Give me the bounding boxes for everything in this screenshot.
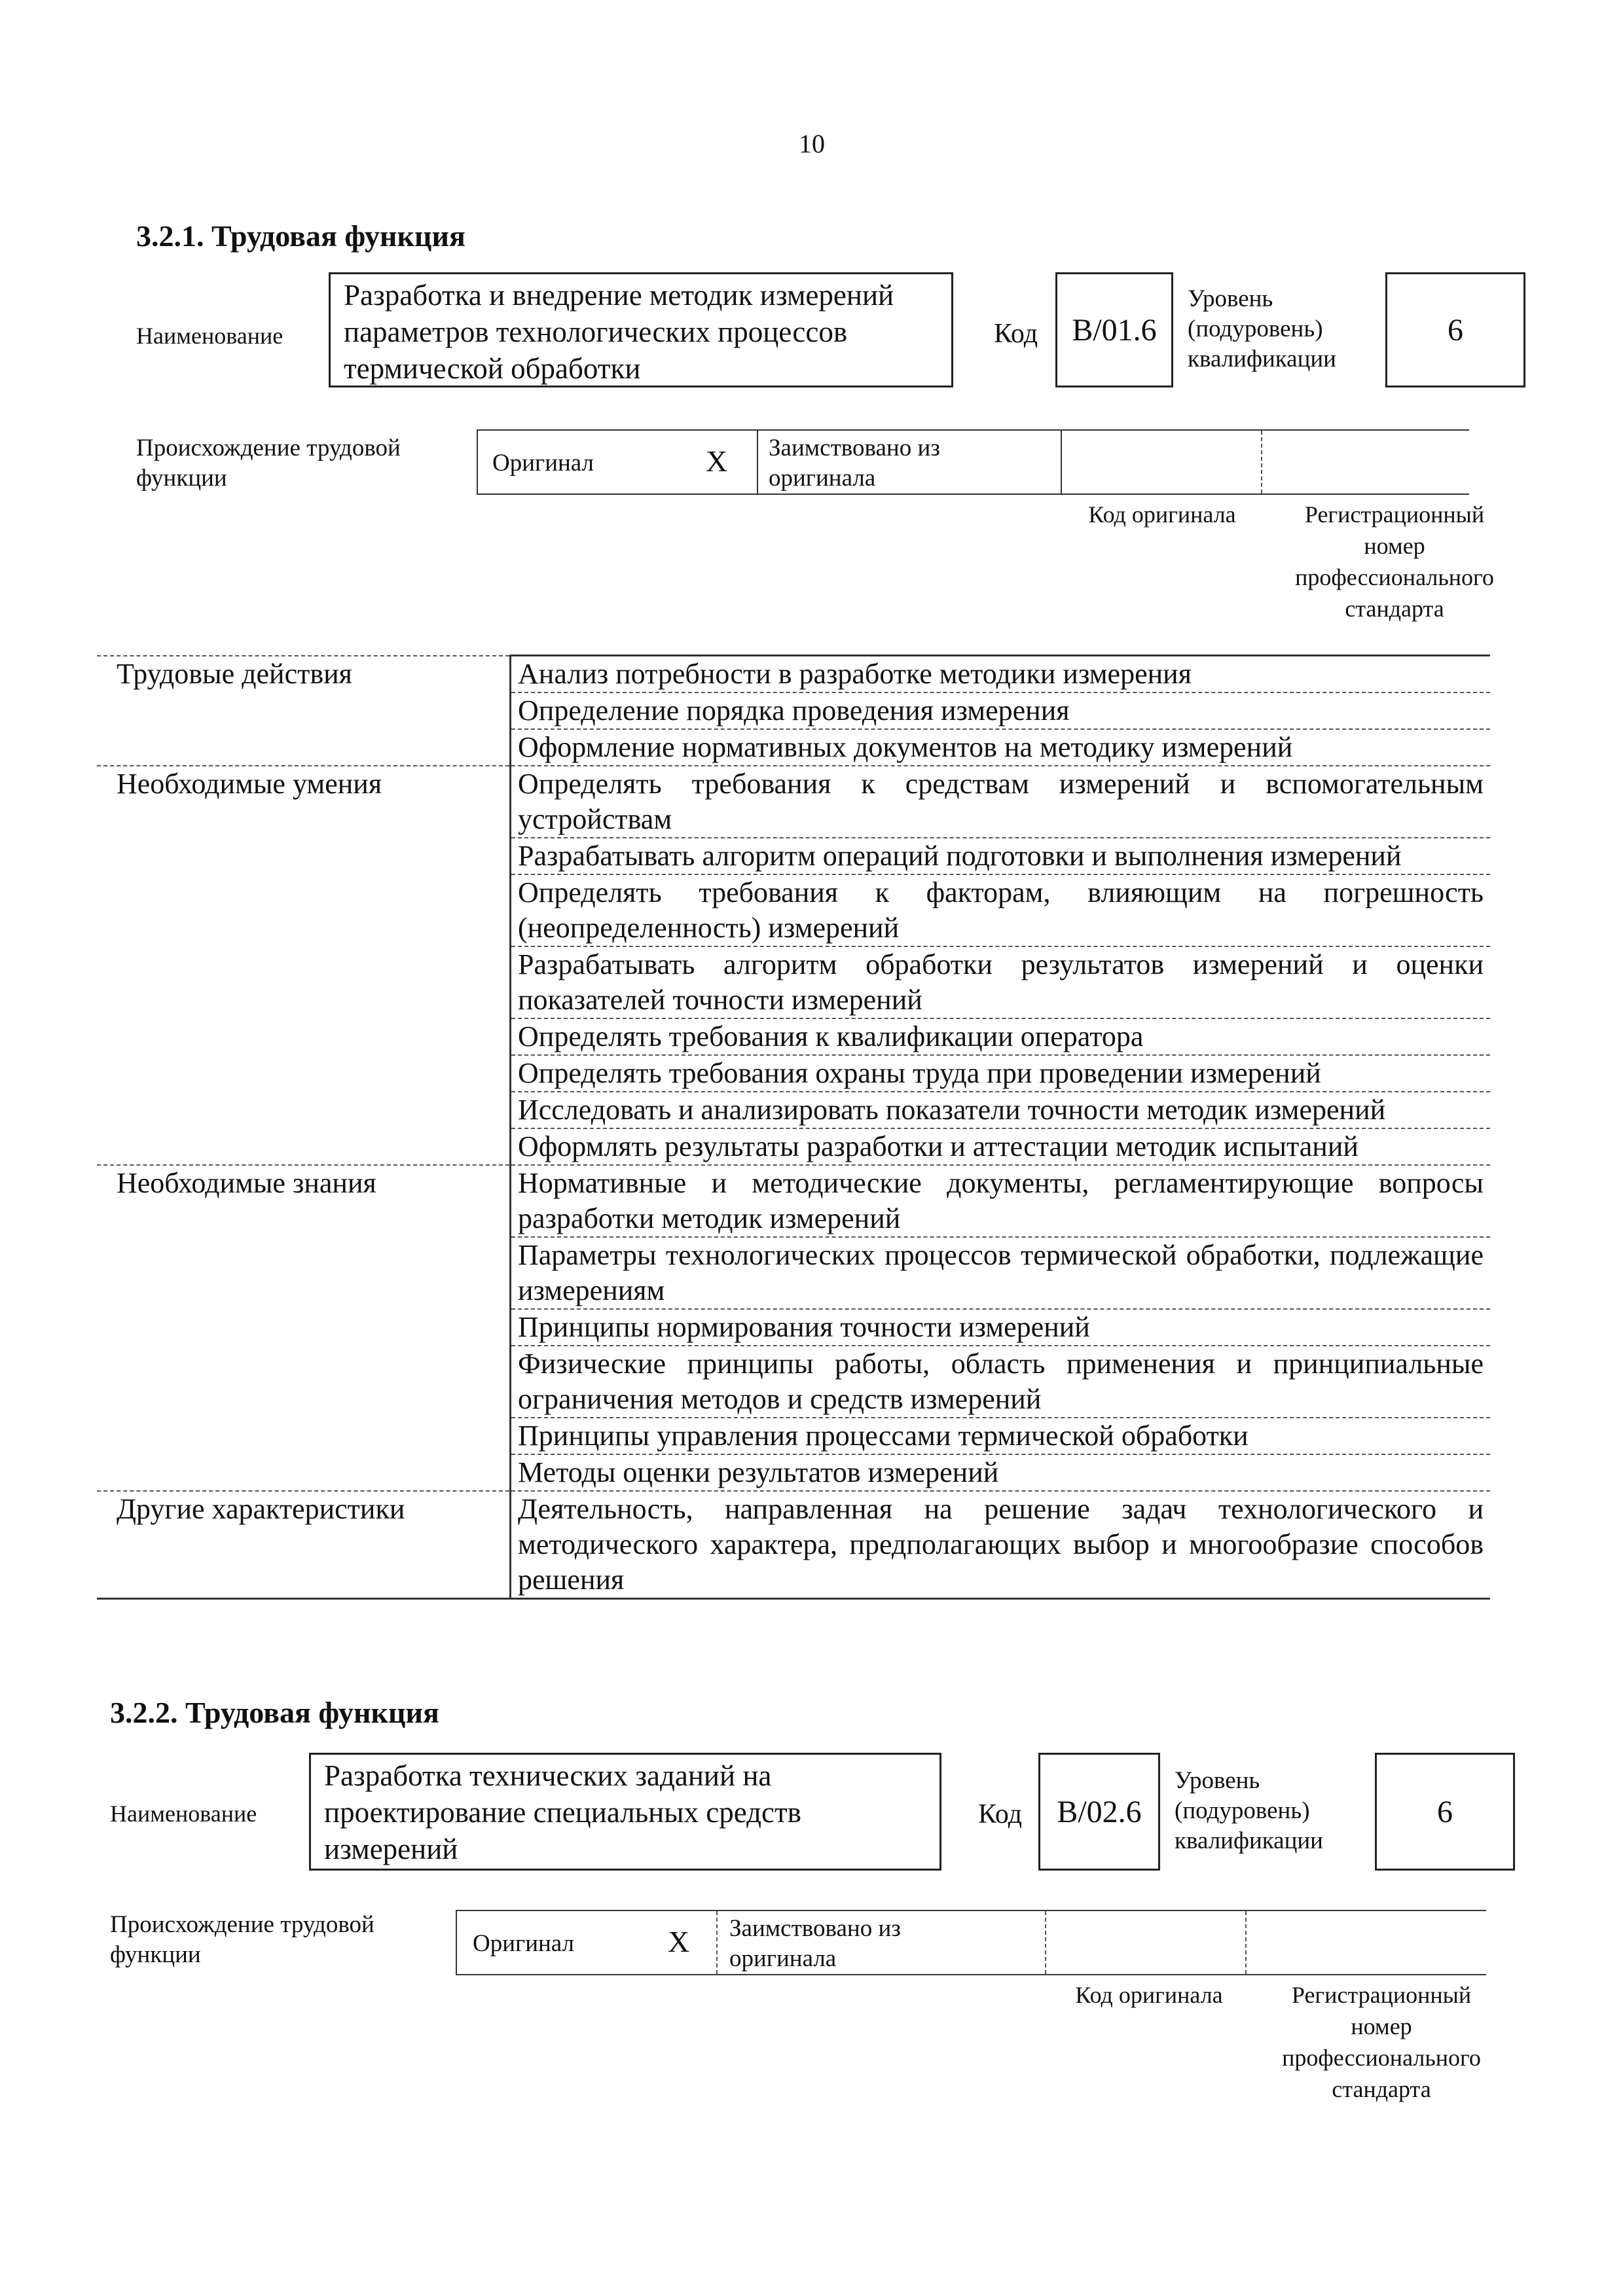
- table-row: [97, 1165, 1490, 1237]
- origin-label: Происхождение трудовой функции: [136, 435, 401, 492]
- reg-number-caption-2: Регистрационный номер профессионального стандарта: [1282, 1982, 1481, 2102]
- list-item: Определение порядка проведения измерения: [511, 692, 1491, 729]
- list-item: Определять требования к факторам, влияющим на погрешность (неопределенность) измерений: [511, 874, 1491, 946]
- reg-number-caption: Регистрационный номер профессионального стандарта: [1295, 501, 1494, 622]
- list-item: Анализ потребности в разработке методики измерения: [511, 656, 1491, 693]
- code-label: Код: [994, 319, 1038, 349]
- borrowed-label-2: Заимствовано из оригинала: [729, 1915, 901, 1972]
- qualification-level: 6: [1385, 272, 1525, 387]
- list-item: Определять требования к средствам измерений и вспомогательным устройствам: [511, 766, 1491, 838]
- original-mark-2: X: [668, 1925, 690, 1958]
- section-title-2: 3.2.2. Трудовая функция: [110, 1696, 439, 1729]
- name-label: Наименование: [136, 323, 283, 349]
- list-item: Параметры технологических процессов термической обработки, подлежащие измерениям: [511, 1237, 1491, 1309]
- list-item: Исследовать и анализировать показатели точности методик измерений: [511, 1092, 1491, 1128]
- name-label-2: Наименование: [110, 1801, 257, 1827]
- table-row: [97, 656, 1490, 693]
- group-heading-skills: Необходимые умения: [97, 766, 511, 1165]
- list-item: Методы оценки результатов измерений: [511, 1454, 1491, 1491]
- origin-label-2: Происхождение трудовой функции: [110, 1911, 374, 1968]
- list-item: Физические принципы работы, область применения и принципиальные ограничения методов и средств измерений: [511, 1346, 1491, 1418]
- list-item: Принципы нормирования точности измерений: [511, 1309, 1491, 1346]
- original-label-2: Оригинал: [473, 1930, 575, 1957]
- origin-row: [477, 429, 1469, 495]
- code-original-caption-2: Код оригинала: [1075, 1982, 1223, 2008]
- list-item: Разрабатывать алгоритм обработки результатов измерений и оценки показателей точности измерений: [511, 946, 1491, 1018]
- list-item: Деятельность, направленная на решение задач технологического и методического характера, предполагающих выбор и многообразие способов решения: [511, 1491, 1491, 1599]
- list-item: Определять требования к квалификации оператора: [511, 1018, 1491, 1055]
- code-label-2: Код: [978, 1799, 1023, 1829]
- page-number: 10: [799, 129, 825, 158]
- group-heading-other: Другие характеристики: [97, 1491, 511, 1599]
- function-details-table: [97, 655, 1490, 1600]
- list-item: Определять требования охраны труда при проведении измерений: [511, 1055, 1491, 1092]
- list-item: Разрабатывать алгоритм операций подготовки и выполнения измерений: [511, 838, 1491, 874]
- original-label: Оригинал: [492, 450, 594, 476]
- original-mark: X: [706, 444, 728, 478]
- function-code-2: B/02.6: [1038, 1753, 1160, 1871]
- list-item: Нормативные и методические документы, регламентирующие вопросы разработки методик измерений: [511, 1165, 1491, 1237]
- qualification-level-2: 6: [1375, 1753, 1515, 1871]
- borrowed-label: Заимствовано из оригинала: [769, 435, 940, 492]
- table-row: [97, 766, 1490, 838]
- function-name-2: Разработка технических заданий на проектирование специальных средств измерений: [309, 1753, 941, 1871]
- list-item: Принципы управления процессами термической обработки: [511, 1418, 1491, 1454]
- function-name: Разработка и внедрение методик измерений параметров технологических процессов термической обработки: [329, 272, 953, 387]
- section-title: 3.2.1. Трудовая функция: [136, 219, 465, 253]
- group-heading-actions: Трудовые действия: [97, 656, 511, 766]
- group-heading-knowledge: Необходимые знания: [97, 1165, 511, 1491]
- list-item: Оформление нормативных документов на методику измерений: [511, 729, 1491, 766]
- function-code: B/01.6: [1055, 272, 1173, 387]
- origin-row-2: [456, 1910, 1486, 1975]
- level-label-2: Уровень (подуровень) квалификации: [1175, 1767, 1323, 1854]
- list-item: Оформлять результаты разработки и аттестации методик испытаний: [511, 1128, 1491, 1165]
- code-original-caption: Код оригинала: [1088, 501, 1236, 528]
- level-label: Уровень (подуровень) квалификации: [1188, 285, 1336, 372]
- table-row: [97, 1491, 1490, 1599]
